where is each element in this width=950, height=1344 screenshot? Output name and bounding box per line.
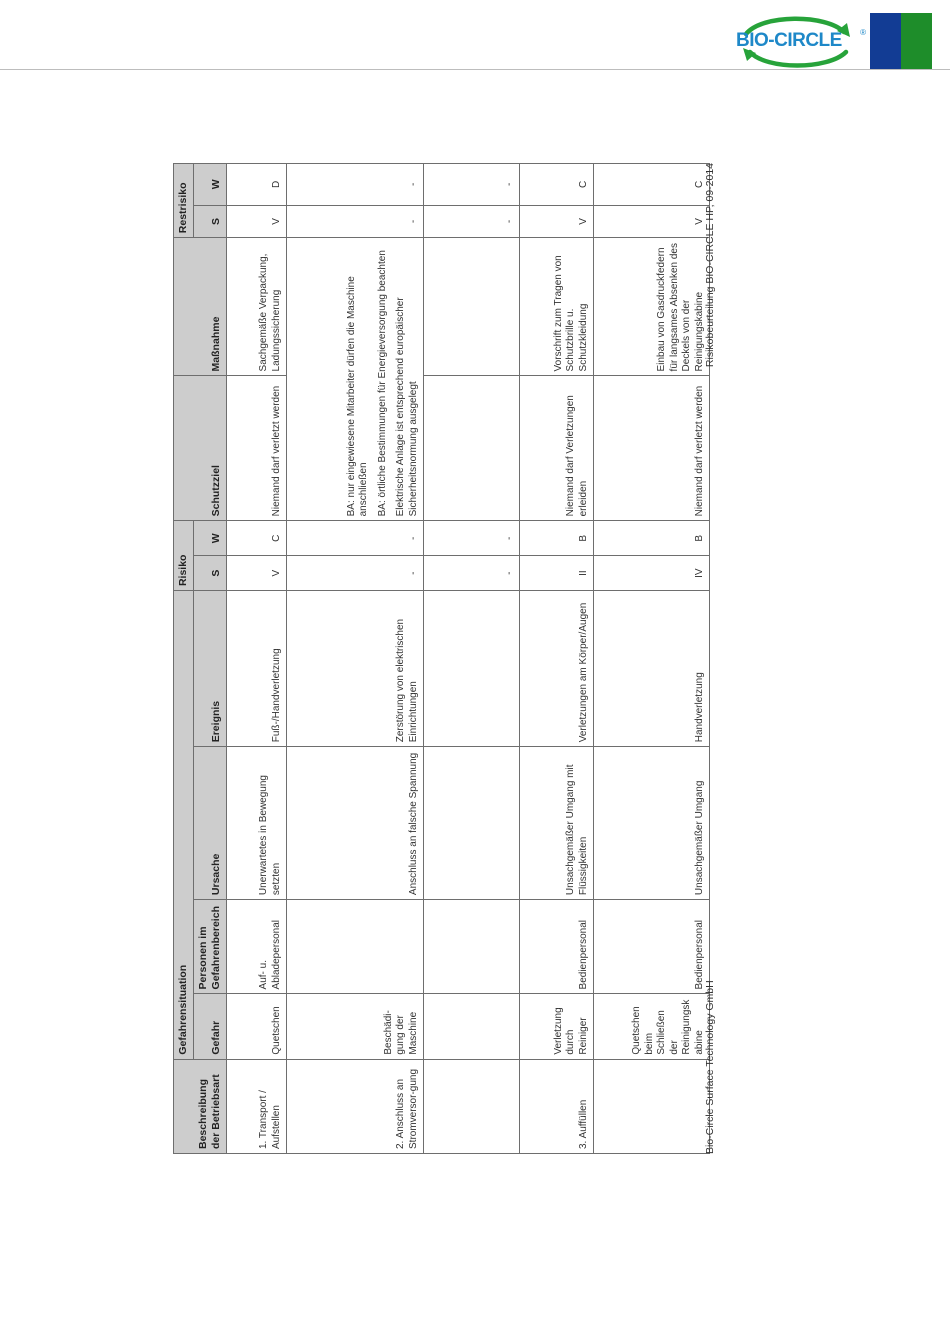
col-ursache: Ursache	[194, 747, 227, 900]
cell-w: B	[594, 521, 710, 556]
cell-ursache: Unerwartetes in Bewegung setzten	[227, 747, 287, 900]
col-gefahr: Gefahr	[194, 994, 227, 1059]
group-gefahrensituation: Gefahrensituation	[174, 591, 194, 1060]
cell-rest-s: V	[520, 205, 594, 238]
cell-w: -	[424, 521, 520, 556]
cell-gefahr	[424, 994, 520, 1059]
cell-gefahr: Verletzung durch Reiniger	[520, 994, 594, 1059]
cell-s: IV	[594, 556, 710, 591]
col-schutzziel: Schutzziel	[174, 376, 227, 521]
cell-ursache: Unsachgemäßer Umgang	[594, 747, 710, 900]
header-divider	[0, 69, 950, 70]
cell-rest-s: V	[594, 205, 710, 238]
cell-schutzziel: Niemand darf Verletzungen erleiden	[520, 376, 594, 521]
cell-ereignis	[424, 591, 520, 747]
cell-rest-s: -	[424, 205, 520, 238]
cell-ereignis: Verletzungen am Körper/Augen	[520, 591, 594, 747]
table-row	[594, 164, 710, 1154]
cell-ereignis: Zerstörung von elektrischen Einrichtungen	[287, 591, 424, 747]
cell-ereignis: Handverletzung	[594, 591, 710, 747]
cell-ursache: Unsachgemäßer Umgang mit Flüssigkeiten	[520, 747, 594, 900]
cell-personen: Bedienpersonal	[594, 900, 710, 994]
cell-s: II	[520, 556, 594, 591]
cell-massnahme	[424, 238, 520, 376]
registered-mark: ®	[860, 28, 866, 37]
col-massnahme: Maßnahme	[174, 238, 227, 376]
cell-w: B	[520, 521, 594, 556]
cell-w: -	[287, 521, 424, 556]
schutzziel-note: BA: nur eingewiesene Mitarbeiter dürfen die Maschine anschließen	[345, 276, 370, 517]
cell-rest-s: -	[287, 205, 424, 238]
cell-s: -	[424, 556, 520, 591]
cell-rest-w: C	[520, 164, 594, 206]
group-header-row	[174, 164, 194, 1154]
cell-ursache: Anschluss an falsche Spannung	[287, 747, 424, 900]
cell-personen	[424, 900, 520, 994]
cell-ereignis: Fuß-/Handverletzung	[227, 591, 287, 747]
cell-massnahme: Einbau von Gasdruckfedern für langsames Absenken des Deckels von der Reinigungskabine	[594, 238, 710, 376]
cell-schutzziel: Niemand darf verletzt werden	[594, 376, 710, 521]
cell-schutzziel	[424, 376, 520, 521]
cell-gefahr: Quetschen	[227, 994, 287, 1059]
risk-assessment-page	[173, 163, 719, 1154]
cell-s: -	[287, 556, 424, 591]
table-row	[520, 164, 594, 1154]
footer-company: Bio-Circle Surface Technology GmbH	[704, 980, 716, 1154]
cell-personen	[287, 900, 424, 994]
brand-bar-green	[901, 13, 932, 70]
table-row	[424, 164, 520, 1154]
cell-ursache	[424, 747, 520, 900]
schutzziel-note: BA: örtliche Bestimmungen für Energieversorgung beachten	[376, 250, 388, 517]
cell-gefahr: Quetschen beim Schließen der Reinigungsk abine	[594, 994, 710, 1059]
group-risiko: Risiko	[174, 521, 194, 591]
cell-beschreibung: 1. Transport / Aufstellen	[227, 1059, 287, 1153]
cell-schutzziel: Niemand darf verletzt werden	[227, 376, 287, 521]
logo-text: BIO-CIRCLE	[736, 30, 842, 51]
cell-beschreibung	[424, 1059, 520, 1153]
cell-gefahr: Beschädi-gung der Maschine	[287, 994, 424, 1059]
cell-massnahme: Vorschrift zum Tragen von Schutzbrille u. Schutzkleidung	[520, 238, 594, 376]
cell-rest-w: C	[594, 164, 710, 206]
col-rest-s: S	[194, 205, 227, 238]
group-restrisiko: Restrisiko	[174, 164, 194, 238]
brand-bar-blue	[870, 13, 901, 70]
col-rest-w: W	[194, 164, 227, 206]
cell-schutzziel-massnahme	[287, 238, 424, 521]
col-w: W	[194, 521, 227, 556]
cell-s: V	[227, 556, 287, 591]
cell-beschreibung	[594, 1059, 710, 1153]
cell-personen: Auf- u. Abladepersonal	[227, 900, 287, 994]
col-ereignis: Ereignis	[194, 591, 227, 747]
company-logo	[728, 12, 870, 70]
cell-rest-w: -	[424, 164, 520, 206]
col-beschreibung: Beschreibung der Betriebsart	[174, 1059, 227, 1153]
table-row	[287, 164, 424, 1154]
table-row	[227, 164, 287, 1154]
col-s: S	[194, 556, 227, 591]
cell-rest-s: V	[227, 205, 287, 238]
cell-w: C	[227, 521, 287, 556]
cell-beschreibung: 2. Anschluss an Stromversor-gung	[287, 1059, 424, 1153]
footer-document-title: Risikobeurteilung BIO-CIRCLE HP, 09-2014	[704, 163, 716, 368]
cell-personen: Bedienpersonal	[520, 900, 594, 994]
cell-beschreibung: 3. Auffüllen	[520, 1059, 594, 1153]
cell-rest-w: -	[287, 164, 424, 206]
col-personen: Personen im Gefahrenbereich	[194, 900, 227, 994]
cell-rest-w: D	[227, 164, 287, 206]
risk-assessment-table	[173, 163, 710, 1154]
schutzziel-note: Elektrische Anlage ist entsprechend europäischer Sicherheitsnormung ausgelegt	[395, 297, 419, 517]
cell-massnahme: Sachgemäße Verpackung, Ladungssicherung	[227, 238, 287, 376]
